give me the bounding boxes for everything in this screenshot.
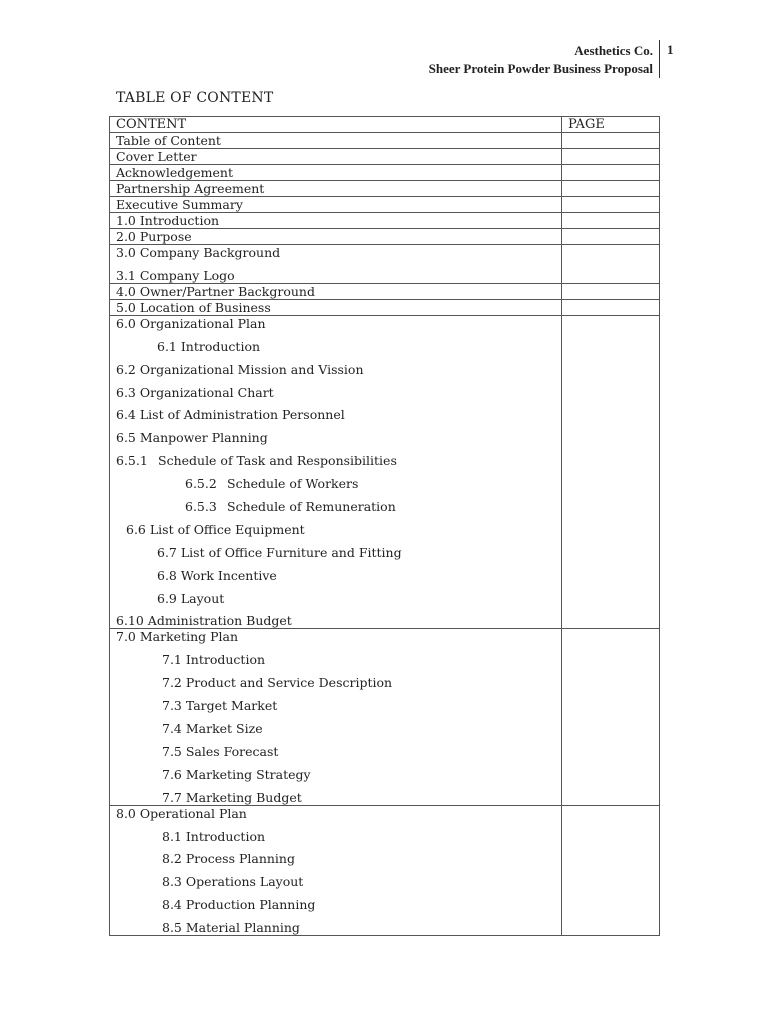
toc-entry-group xyxy=(110,245,562,284)
toc-entry: 6.5 Manpower Planning xyxy=(116,430,268,446)
page-cell xyxy=(562,315,660,629)
page-cell xyxy=(562,283,660,299)
toc-entry: 2.0 Purpose xyxy=(110,229,562,245)
page-cell xyxy=(562,629,660,805)
page-cell xyxy=(562,229,660,245)
toc-entry-label: Schedule of Workers xyxy=(227,476,359,492)
header-divider xyxy=(659,40,660,78)
header-company: Aesthetics Co. xyxy=(574,43,653,58)
table-row xyxy=(110,245,660,284)
toc-entry-group xyxy=(110,805,562,935)
toc-entry: 1.0 Introduction xyxy=(110,213,562,229)
toc-entry: 7.2 Product and Service Description xyxy=(162,675,393,691)
toc-entry: Table of Content xyxy=(110,133,562,149)
toc-entry: 6.4 List of Administration Personnel xyxy=(116,407,345,423)
page-cell xyxy=(562,299,660,315)
toc-entry: Executive Summary xyxy=(110,197,562,213)
table-row xyxy=(110,299,660,315)
page-cell xyxy=(562,245,660,284)
toc-entry: 6.1 Introduction xyxy=(157,338,261,354)
table-row xyxy=(110,197,660,213)
toc-entry: 6.10 Administration Budget xyxy=(116,613,292,629)
header-document-title: Sheer Protein Powder Business Proposal xyxy=(428,61,653,76)
table-row xyxy=(110,629,660,805)
table-row xyxy=(110,283,660,299)
toc-entry xyxy=(116,453,555,476)
toc-entry-number: 6.5.3 xyxy=(185,499,217,515)
page-cell xyxy=(562,213,660,229)
toc-entry: 8.4 Production Planning xyxy=(162,897,316,913)
toc-entry: 6.0 Organizational Plan xyxy=(116,315,266,331)
toc-entry: 6.3 Organizational Chart xyxy=(116,384,274,400)
page-title: TABLE OF CONTENT xyxy=(116,90,274,106)
toc-entry-number: 6.5.1 xyxy=(116,453,148,469)
table-row xyxy=(110,229,660,245)
toc-entry: 6.8 Work Incentive xyxy=(157,567,277,583)
toc-entry: 6.9 Layout xyxy=(157,590,225,606)
toc-entry: 5.0 Location of Business xyxy=(110,299,562,315)
page-number: 1 xyxy=(667,42,674,57)
toc-entry: 7.5 Sales Forecast xyxy=(162,743,279,759)
toc-entry: 7.3 Target Market xyxy=(162,698,278,714)
table-row xyxy=(110,315,660,629)
page-cell xyxy=(562,805,660,935)
page-cell xyxy=(562,165,660,181)
toc-entry xyxy=(116,476,555,499)
page-cell xyxy=(562,197,660,213)
toc-entry: 8.2 Process Planning xyxy=(162,851,295,867)
toc-entry: 3.1 Company Logo xyxy=(116,267,235,283)
toc-table xyxy=(109,116,660,936)
toc-entry-group xyxy=(110,315,562,629)
page-header xyxy=(429,42,660,78)
toc-entry: 7.0 Marketing Plan xyxy=(116,629,239,645)
toc-entry-label: Schedule of Task and Responsibilities xyxy=(158,453,397,469)
toc-entry: 6.2 Organizational Mission and Vission xyxy=(116,361,364,377)
toc-entry: 6.7 List of Office Furniture and Fitting xyxy=(157,544,402,560)
table-row xyxy=(110,181,660,197)
toc-entry: 8.1 Introduction xyxy=(162,828,266,844)
toc-entry: Acknowledgement xyxy=(110,165,562,181)
page-column-header: PAGE xyxy=(562,117,660,133)
table-row xyxy=(110,149,660,165)
toc-entry: 8.5 Material Planning xyxy=(162,920,300,936)
page-cell xyxy=(562,149,660,165)
toc-entry-label: Schedule of Remuneration xyxy=(227,499,396,515)
table-row xyxy=(110,133,660,149)
toc-entry: 7.1 Introduction xyxy=(162,652,266,668)
toc-entry: 6.6 List of Office Equipment xyxy=(126,521,305,537)
toc-entry: 8.3 Operations Layout xyxy=(162,874,304,890)
table-row xyxy=(110,165,660,181)
toc-entry-number: 6.5.2 xyxy=(185,476,217,492)
toc-entry: 3.0 Company Background xyxy=(116,245,281,260)
toc-entry: 8.0 Operational Plan xyxy=(116,805,247,821)
table-row xyxy=(110,805,660,935)
toc-entry: 7.7 Marketing Budget xyxy=(162,789,302,805)
page-cell xyxy=(562,181,660,197)
toc-entry: Partnership Agreement xyxy=(110,181,562,197)
table-row xyxy=(110,213,660,229)
toc-entry: 4.0 Owner/Partner Background xyxy=(110,283,562,299)
toc-entry: 7.6 Marketing Strategy xyxy=(162,766,311,782)
toc-entry: Cover Letter xyxy=(110,149,562,165)
toc-entry-group xyxy=(110,629,562,805)
toc-entry: 7.4 Market Size xyxy=(162,721,263,737)
toc-header-row xyxy=(110,117,660,133)
content-column-header: CONTENT xyxy=(110,117,562,133)
toc-entry xyxy=(116,499,555,522)
page-cell xyxy=(562,133,660,149)
